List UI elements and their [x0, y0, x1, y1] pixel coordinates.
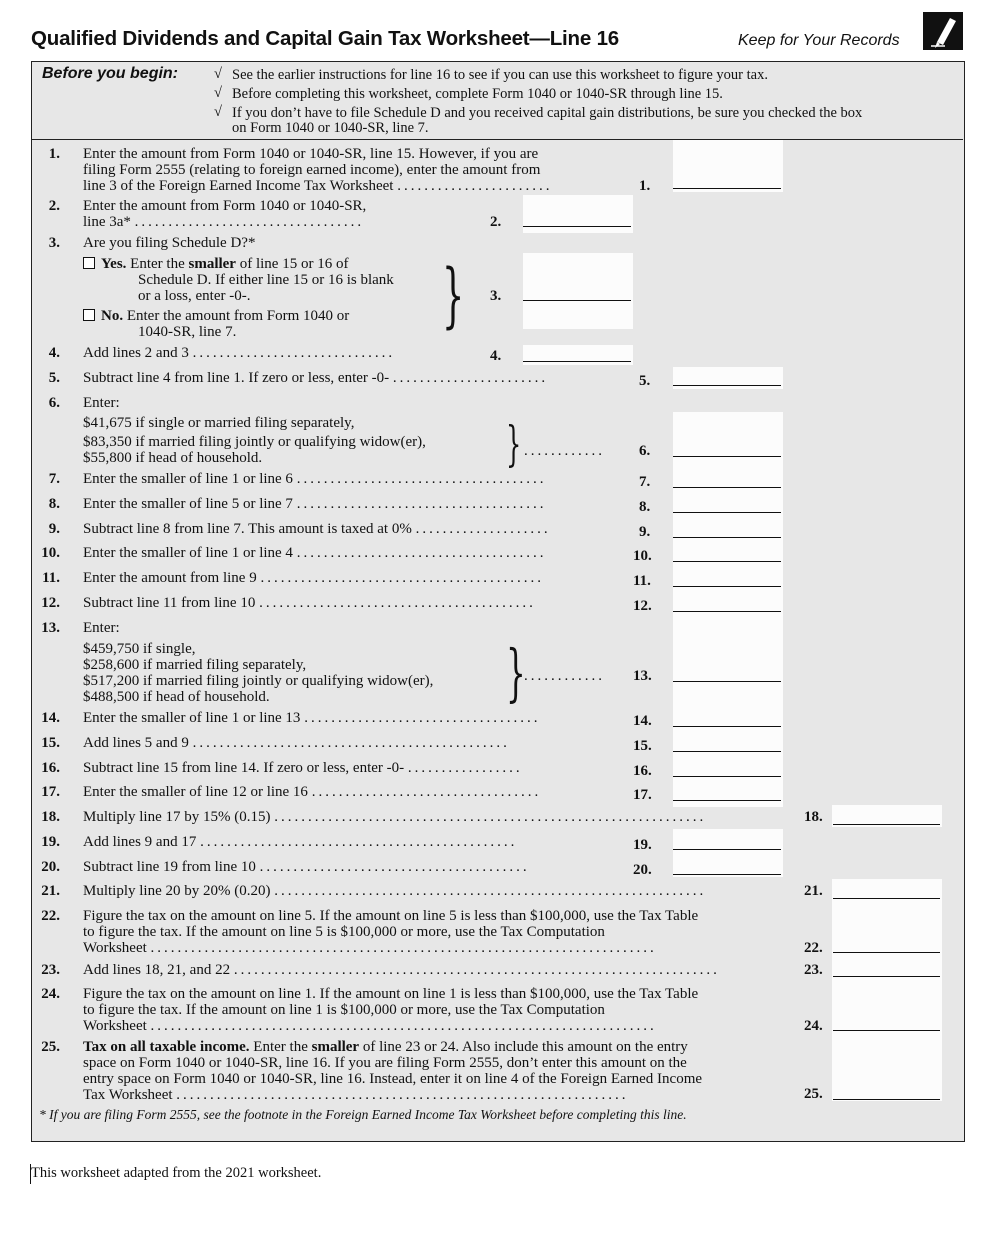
line-text: line 3 of the Foreign Earned Income Tax Worksheet ....................... — [83, 178, 553, 194]
line-text: See the earlier instructions for line 16 to see if you can use this worksheet to figure your tax. — [232, 67, 768, 83]
line-text: Enter the smaller of line 12 or line 16 .................................. — [83, 784, 542, 800]
line-text: Add lines 18, 21, and 22 ........................................................................ — [83, 962, 720, 978]
yes-checkbox-row[interactable]: Yes. Enter the smaller of line 15 or 16 of — [83, 256, 348, 272]
brace-icon: } — [506, 636, 526, 709]
line-reference: 1. — [639, 178, 651, 194]
line-number: 19. — [41, 834, 60, 850]
line-number: 22. — [41, 908, 60, 924]
line-text: $55,800 if head of household. — [83, 450, 263, 466]
entry-box — [673, 140, 783, 192]
line-3-entry[interactable] — [523, 300, 631, 301]
line-number: 24. — [41, 986, 60, 1002]
line-16-entry[interactable] — [673, 776, 781, 777]
entry-box — [523, 345, 633, 365]
line-number: 7. — [48, 471, 60, 487]
line-text: Worksheet ........................................................................... — [83, 940, 657, 956]
line-number: 18. — [41, 809, 60, 825]
line-text: Tax Worksheet ................................................................... — [83, 1087, 629, 1103]
line-text: entry space on Form 1040 or 1040-SR, line 16. Instead, enter it on line 4 of the Foreign Earned Income — [83, 1071, 703, 1087]
line-12-entry[interactable] — [673, 611, 781, 612]
line-text: Subtract line 15 from line 14. If zero or less, enter -0- ................. — [83, 760, 523, 776]
line-text: line 3a* .................................. — [83, 214, 365, 230]
line-number: 15. — [41, 735, 60, 751]
line-text: $258,600 if married filing separately, — [83, 657, 307, 673]
line-text: Worksheet ........................................................................... — [83, 1018, 657, 1034]
keep-for-records: Keep for Your Records — [738, 32, 900, 49]
line-number: 13. — [41, 620, 60, 636]
line-reference: 7. — [639, 474, 651, 490]
line-text: Enter the smaller of line 1 or line 4 ..................................... — [83, 545, 547, 561]
line-number: 16. — [41, 760, 60, 776]
entry-box — [523, 253, 633, 329]
line-number: 5. — [48, 370, 60, 386]
line-5-entry[interactable] — [673, 385, 781, 386]
line-text: $83,350 if married filing jointly or qualifying widow(er), — [83, 434, 426, 450]
line-number: 23. — [41, 962, 60, 978]
line-number: 1. — [48, 146, 60, 162]
before-item — [214, 66, 768, 83]
line-reference: 17. — [633, 787, 652, 803]
line-text: ............ — [524, 443, 605, 459]
line-number: 3. — [48, 235, 60, 251]
line-text: Enter the amount from line 9 .......................................... — [83, 570, 544, 586]
checkmark-icon: √ — [214, 104, 222, 120]
line-2-entry[interactable] — [523, 226, 631, 227]
line-text: $459,750 if single, — [83, 641, 196, 657]
line-reference: 6. — [639, 443, 651, 459]
line-text: Add lines 9 and 17 ............................................... — [83, 834, 518, 850]
line-1-entry[interactable] — [673, 188, 781, 189]
line-text: Enter the smaller of line 1 or line 6 ..................................... — [83, 471, 547, 487]
line-reference: 20. — [633, 862, 652, 878]
line-10-entry[interactable] — [673, 561, 781, 562]
line-text: space on Form 1040 or 1040-SR, line 16. If you are filing Form 2555, don’t enter this amount on the — [83, 1055, 687, 1071]
before-item — [214, 85, 723, 102]
line-text: Enter: — [83, 395, 120, 411]
line-text: $41,675 if single or married filing separately, — [83, 415, 355, 431]
yes-checkbox[interactable] — [83, 257, 95, 269]
line-text: $517,200 if married filing jointly or qualifying widow(er), — [83, 673, 434, 689]
line-text: filing Form 2555 (relating to foreign earned income), enter the amount from — [83, 162, 541, 178]
entry-box — [523, 195, 633, 233]
line-reference: 14. — [633, 713, 652, 729]
line-reference: 24. — [804, 1018, 823, 1034]
line-reference: 23. — [804, 962, 823, 978]
line-text: $488,500 if head of household. — [83, 689, 270, 705]
line-23-entry[interactable] — [833, 976, 940, 977]
line-text: Add lines 5 and 9 ............................................... — [83, 735, 510, 751]
line-reference: 13. — [633, 668, 652, 684]
line-11-entry[interactable] — [673, 586, 781, 587]
line-text: If you don’t have to file Schedule D and you received capital gain distributions, be sure you checked the box — [232, 105, 863, 121]
line-number: 11. — [42, 570, 60, 586]
line-reference: 16. — [633, 763, 652, 779]
line-reference: 19. — [633, 837, 652, 853]
line-13-entry[interactable] — [673, 681, 781, 682]
line-text: Tax on all taxable income. Enter the smaller of line 23 or 24. Also include this amount on the entry — [83, 1039, 688, 1055]
line-18-entry[interactable] — [833, 824, 940, 825]
line-number: 4. — [48, 345, 60, 361]
line-number: 8. — [48, 496, 60, 512]
line-text: 1040-SR, line 7. — [138, 324, 237, 340]
line-4-entry[interactable] — [523, 361, 631, 362]
line-22-entry[interactable] — [833, 952, 940, 953]
line-21-entry[interactable] — [833, 898, 940, 899]
line-6-entry[interactable] — [673, 456, 781, 457]
before-item — [214, 104, 863, 121]
line-text: Subtract line 4 from line 1. If zero or less, enter -0- ....................... — [83, 370, 549, 386]
line-text: Before completing this worksheet, complete Form 1040 or 1040-SR through line 15. — [232, 86, 723, 102]
checkmark-icon: √ — [214, 66, 222, 82]
line-8-entry[interactable] — [673, 512, 781, 513]
line-number: 17. — [41, 784, 60, 800]
line-text: Schedule D. If either line 15 or 16 is blank — [138, 272, 394, 288]
entry-box — [673, 829, 783, 877]
line-text: Add lines 2 and 3 .............................. — [83, 345, 396, 361]
before-item-continued — [214, 120, 429, 136]
line-19-entry[interactable] — [673, 849, 781, 850]
adapted-note: This worksheet adapted from the 2021 worksheet. — [31, 1165, 322, 1181]
line-text: or a loss, enter -0-. — [138, 288, 251, 304]
line-text: Enter the smaller of line 5 or line 7 ..................................... — [83, 496, 547, 512]
line-reference: 22. — [804, 940, 823, 956]
brace-icon: } — [506, 416, 522, 472]
line-24-entry[interactable] — [833, 1030, 940, 1031]
line-reference: 3. — [490, 288, 502, 304]
line-number: 10. — [41, 545, 60, 561]
line-15-entry[interactable] — [673, 751, 781, 752]
line-reference: 5. — [639, 373, 651, 389]
line-reference: 4. — [490, 348, 502, 364]
worksheet-title: Qualified Dividends and Capital Gain Tax Worksheet—Line 16 — [31, 27, 619, 50]
line-text: Enter: — [83, 620, 120, 636]
line-reference: 2. — [490, 214, 502, 230]
line-17-entry[interactable] — [673, 800, 781, 801]
pencil-icon — [923, 12, 963, 50]
line-number: 14. — [41, 710, 60, 726]
line-25-entry[interactable] — [833, 1099, 940, 1100]
footnote: * If you are filing Form 2555, see the footnote in the Foreign Earned Income Tax Worksheet before completing this line. — [39, 1107, 687, 1122]
line-reference: 8. — [639, 499, 651, 515]
line-text: Figure the tax on the amount on line 5. If the amount on line 5 is less than $100,000, use the Tax Table — [83, 908, 699, 924]
line-text: ............ — [524, 668, 605, 684]
line-number: 21. — [41, 883, 60, 899]
line-9-entry[interactable] — [673, 537, 781, 538]
line-text: Enter the smaller of line 1 or line 13 ................................... — [83, 710, 541, 726]
line-text: to figure the tax. If the amount on line 1 is $100,000 or more, use the Tax Computation — [83, 1002, 605, 1018]
line-reference: 25. — [804, 1086, 823, 1102]
line-number: 9. — [48, 521, 60, 537]
line-20-entry[interactable] — [673, 874, 781, 875]
before-label: Before you begin: — [42, 65, 179, 82]
no-checkbox[interactable] — [83, 309, 95, 321]
checkmark-icon: √ — [214, 85, 222, 101]
line-number: 25. — [41, 1039, 60, 1055]
line-reference: 9. — [639, 524, 651, 540]
line-reference: 15. — [633, 738, 652, 754]
worksheet-frame — [31, 61, 965, 1142]
line-reference: 18. — [804, 809, 823, 825]
line-text: Figure the tax on the amount on line 1. If the amount on line 1 is less than $100,000, use the Tax Table — [83, 986, 699, 1002]
line-reference: 12. — [633, 598, 652, 614]
entry-box — [832, 879, 942, 1101]
before-you-begin — [32, 62, 963, 140]
line-text: Are you filing Schedule D?* — [83, 235, 256, 251]
line-text: Subtract line 11 from line 10 ......................................... — [83, 595, 536, 611]
line-number: 6. — [48, 395, 60, 411]
line-text: Multiply line 20 by 20% (0.20) ................................................................ — [83, 883, 707, 899]
line-number: 12. — [41, 595, 60, 611]
brace-icon: } — [442, 254, 465, 336]
line-text: on Form 1040 or 1040-SR, line 7. — [232, 120, 429, 136]
line-number: 20. — [41, 859, 60, 875]
line-reference: 21. — [804, 883, 823, 899]
line-text: Subtract line 19 from line 10 ........................................ — [83, 859, 530, 875]
line-reference: 11. — [633, 573, 651, 589]
line-7-entry[interactable] — [673, 487, 781, 488]
line-14-entry[interactable] — [673, 726, 781, 727]
no-checkbox-row[interactable]: No. Enter the amount from Form 1040 or — [83, 308, 349, 324]
entry-box — [673, 637, 783, 807]
line-text: Multiply line 17 by 15% (0.15) ................................................................ — [83, 809, 707, 825]
line-text: Subtract line 8 from line 7. This amount is taxed at 0% .................... — [83, 521, 551, 537]
line-text: Enter the amount from Form 1040 or 1040-SR, — [83, 198, 367, 214]
line-reference: 10. — [633, 548, 652, 564]
line-text: to figure the tax. If the amount on line 5 is $100,000 or more, use the Tax Computation — [83, 924, 605, 940]
line-text: Enter the amount from Form 1040 or 1040-SR, line 15. However, if you are — [83, 146, 539, 162]
line-number: 2. — [48, 198, 60, 214]
